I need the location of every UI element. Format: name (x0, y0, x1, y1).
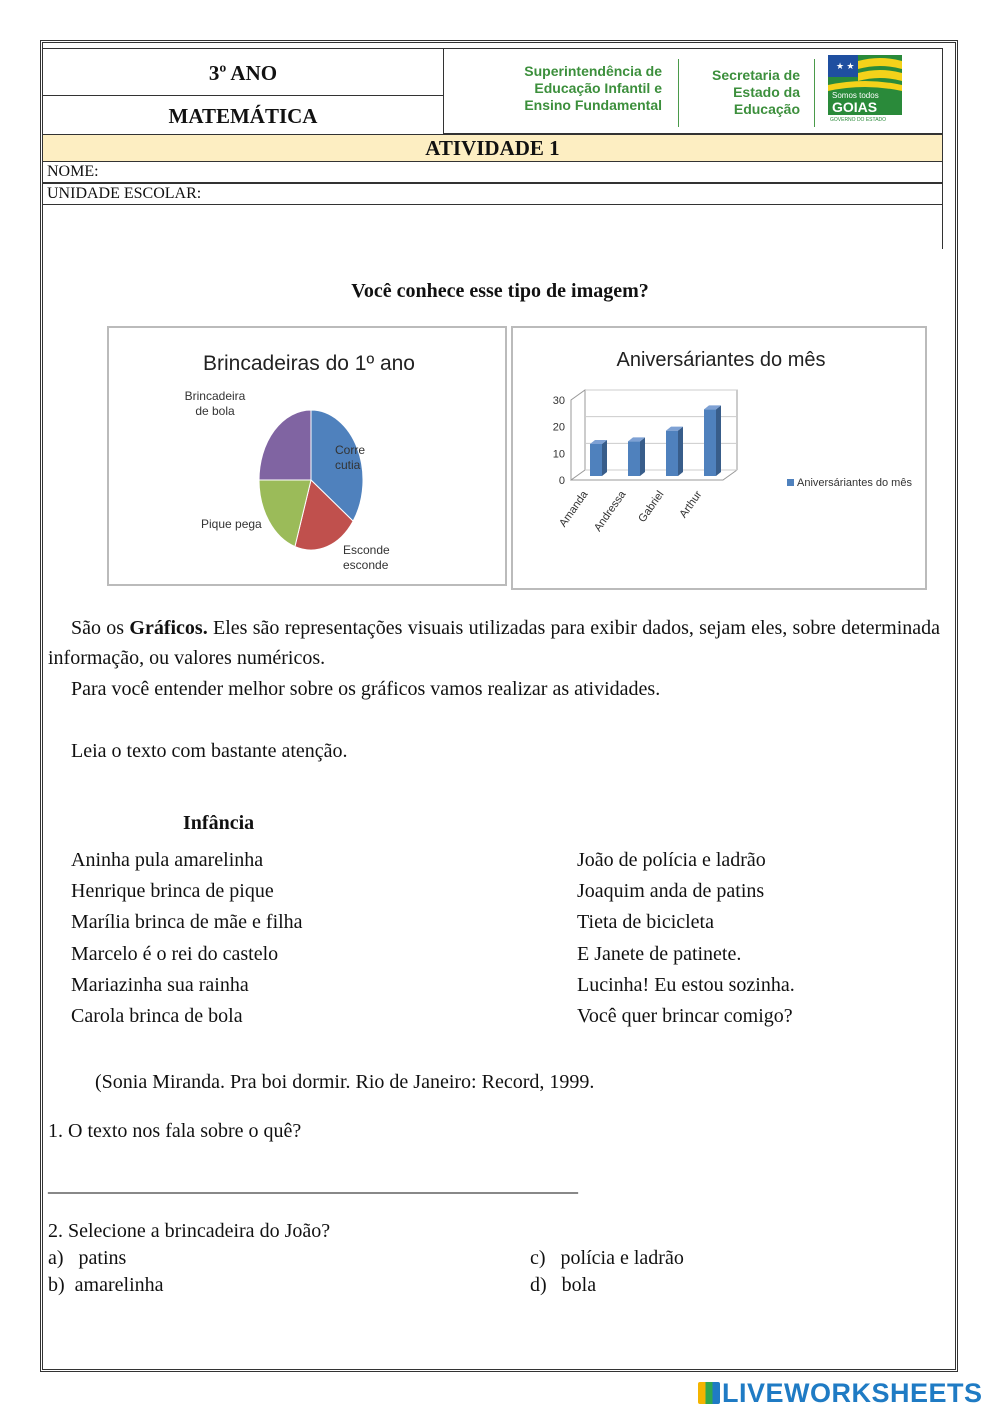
goias-small: Somos todos (832, 91, 879, 100)
legend-swatch (787, 479, 794, 486)
poem-line-left: Henrique brinca de pique (71, 880, 274, 902)
poem-line-left: Mariazinha sua rainha (71, 974, 249, 996)
option-c-text: polícia e ladrão (560, 1247, 684, 1269)
option-a-text: patins (78, 1247, 127, 1269)
svg-text:★ ★: ★ ★ (836, 61, 855, 71)
bar-chart-frame (511, 326, 927, 590)
pie-chart-frame (107, 326, 507, 586)
logo-divider-2 (814, 59, 815, 127)
x-category-label: Amanda (557, 488, 591, 530)
x-category-label: Arthur (677, 488, 705, 521)
option-a-letter: a) (48, 1247, 64, 1269)
goias-foot: GOVERNO DO ESTADO (830, 117, 887, 123)
bar (590, 444, 602, 476)
option-b[interactable] (48, 1270, 164, 1300)
pie-slice-label: Esconde esconde (343, 543, 390, 572)
chart-side-wall (571, 390, 585, 480)
logos-cell (443, 48, 943, 134)
p1-post: Eles são representações visuais utilizadas para exibir dados, sejam eles, sobre determinada informação, ou valores numéricos. (48, 617, 940, 669)
poem-line-right: Você quer brincar comigo? (577, 1005, 793, 1027)
pie-slice (259, 410, 311, 480)
poem-title: Infância (183, 812, 255, 834)
bar (628, 441, 640, 476)
bar-chart (513, 328, 925, 588)
pie-title: Brincadeiras do 1º ano (203, 352, 415, 375)
option-a[interactable] (48, 1243, 126, 1273)
pie-slice-label: Pique pega (201, 517, 262, 531)
poem-line-left: Aninha pula amarelinha (71, 849, 264, 871)
logo2-line1: Secretaria de (712, 67, 800, 83)
bar-title: Aniversáriantes do mês (616, 349, 826, 371)
bar-side (716, 405, 721, 476)
question-2: 2. Selecione a brincadeira do João? (48, 1220, 331, 1242)
y-tick-label: 30 (552, 395, 565, 407)
poem-source: (Sonia Miranda. Pra boi dormir. Rio de Janeiro: Record, 1999. (95, 1071, 595, 1093)
y-tick-label: 20 (552, 421, 565, 434)
y-tick-label: 10 (552, 448, 565, 461)
option-d[interactable] (530, 1270, 596, 1300)
intro-paragraph-1 (48, 613, 940, 673)
liveworksheets-logo[interactable] (698, 1378, 983, 1409)
option-c[interactable] (530, 1243, 684, 1273)
poem-line-left: Marcelo é o rei do castelo (71, 943, 279, 965)
pie-chart (109, 328, 505, 584)
poem-line-left: Carola brinca de bola (71, 1005, 243, 1027)
liveworksheets-text: LIVEWORKSHEETS (722, 1378, 983, 1408)
x-category-label: Andressa (591, 488, 629, 534)
subject-label: MATEMÁTICA (168, 104, 318, 128)
option-b-letter: b) (48, 1274, 65, 1296)
grade-cell (42, 48, 444, 96)
p1-bold: Gráficos. (129, 617, 208, 639)
bar (704, 409, 716, 476)
bar-side (602, 440, 607, 476)
poem-line-right: Joaquim anda de patins (577, 880, 765, 902)
header-side-left (42, 205, 43, 249)
pie-slice-label: Corre cutia (335, 443, 366, 472)
logo-divider (678, 59, 679, 127)
intro-paragraph-3: Leia o texto com bastante atenção. (71, 740, 348, 762)
school-label: UNIDADE ESCOLAR: (47, 185, 202, 202)
logo2-line2: Estado da (733, 84, 800, 100)
question-1: 1. O texto nos fala sobre o quê? (48, 1120, 302, 1142)
poem-line-right: João de polícia e ladrão (577, 849, 766, 871)
option-d-letter: d) (530, 1274, 547, 1296)
goias-big: GOIAS (832, 99, 878, 115)
option-d-text: bola (561, 1274, 597, 1296)
logo1-line3: Ensino Fundamental (524, 97, 662, 113)
logo-superintendencia (498, 63, 662, 114)
intro-question: Você conhece esse tipo de imagem? (351, 280, 649, 302)
answer-line-1[interactable]: _____________________________________________________ (48, 1174, 578, 1196)
logo-secretaria (688, 67, 800, 118)
liveworksheets-icon (698, 1382, 720, 1404)
poem-line-right: E Janete de patinete. (577, 943, 742, 965)
intro-paragraph-2: Para você entender melhor sobre os gráficos vamos realizar as atividades. (71, 678, 661, 700)
y-tick-label: 0 (558, 475, 565, 487)
bar-side (678, 427, 683, 476)
poem-line-left: Marília brinca de mãe e filha (71, 911, 303, 933)
grade-label: 3º ANO (208, 61, 278, 85)
x-category-label: Gabriel (636, 488, 667, 525)
poem-line-right: Lucinha! Eu estou sozinha. (577, 974, 795, 996)
logo1-line2: Educação Infantil e (534, 80, 662, 96)
name-label: NOME: (47, 163, 99, 180)
pie-slice-label: Brincadeira de bola (184, 389, 246, 418)
p1-pre: São os (71, 617, 130, 639)
bar (666, 431, 678, 476)
poem-line-right: Tieta de bicicleta (577, 911, 714, 933)
logo2-line3: Educação (733, 101, 800, 117)
subject-cell (42, 95, 444, 135)
activity-title: ATIVIDADE 1 (42, 134, 943, 162)
option-c-letter: c) (530, 1247, 546, 1269)
bar-side (640, 437, 645, 476)
header-side-right (942, 205, 943, 249)
legend-label: Aniversáriantes do mês (797, 477, 912, 489)
name-field[interactable] (42, 161, 943, 183)
logo1-line1: Superintendência de (524, 63, 662, 79)
option-b-text: amarelinha (74, 1274, 164, 1296)
goias-logo (828, 55, 902, 125)
school-field[interactable] (42, 183, 943, 205)
